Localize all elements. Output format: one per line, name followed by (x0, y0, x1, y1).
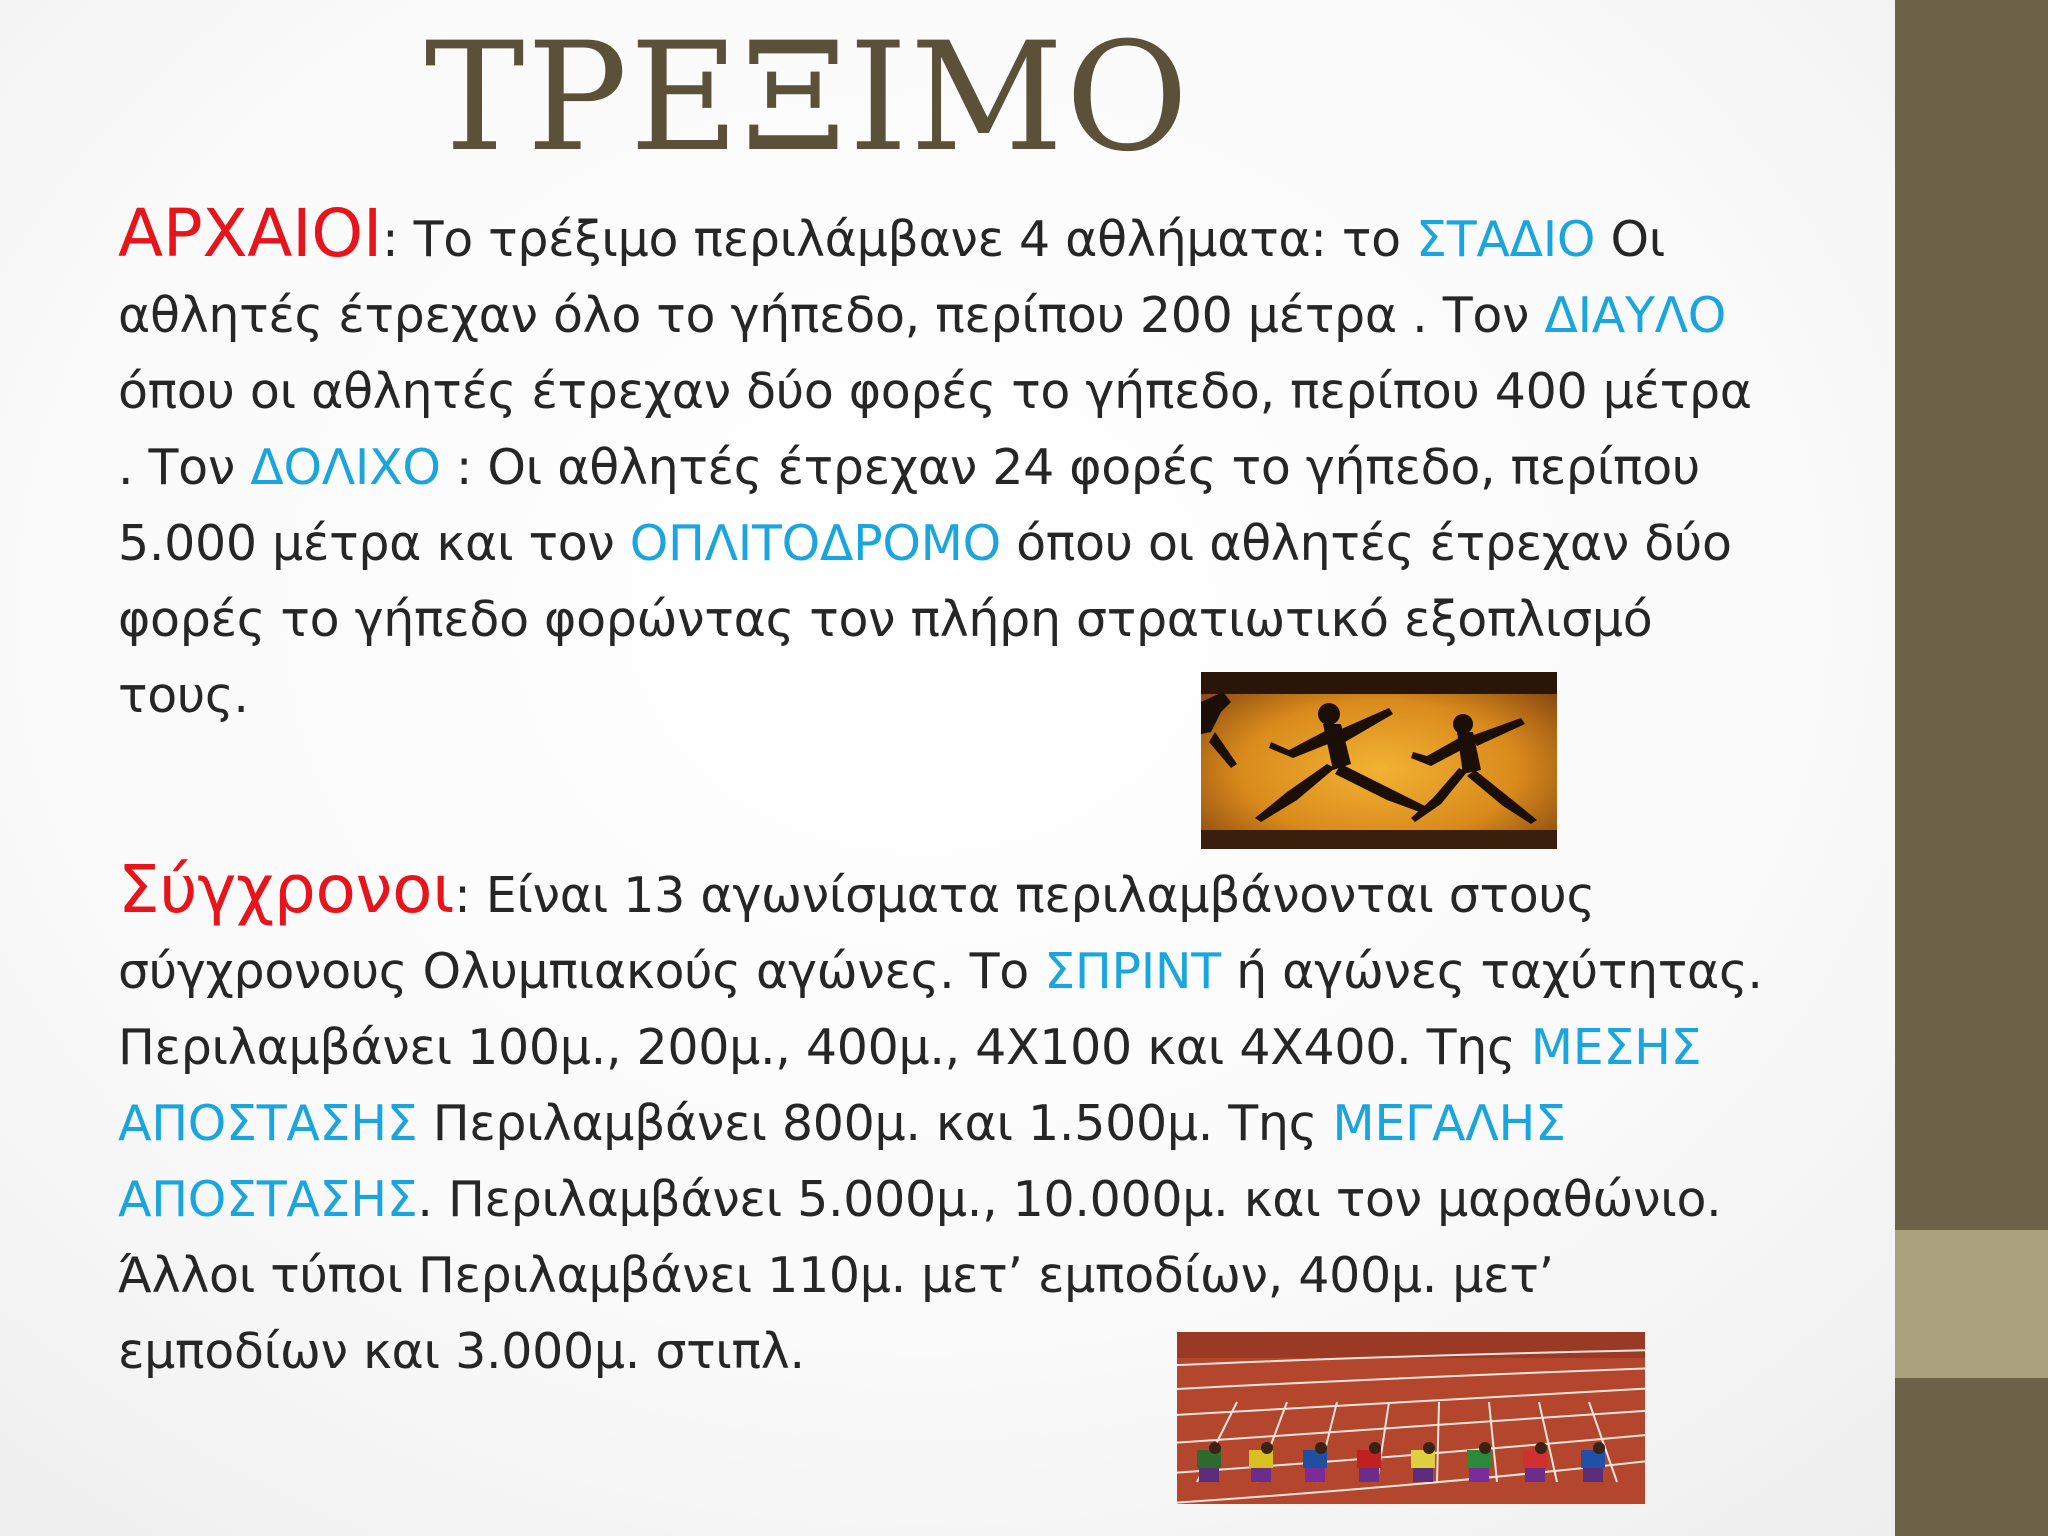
ancient-text-2: Οι αθλητές έτρεχαν όλο το γήπεδο, περίπου 200 μέτρα . Τον (118, 211, 1666, 344)
ancient-paragraph (118, 196, 1768, 734)
ancient-text-1: : Το τρέξιμο περιλάμβανε 4 αθλήματα: το (382, 211, 1417, 268)
ancient-text-5: όπου οι αθλητές έτρεχαν δύο φορές το γήπεδο φορώντας τον πλήρη στρατιωτικό εξοπλισμό τους. (118, 515, 1732, 724)
modern-text-3: Περιλαμβάνει 800μ. και 1.500μ. Της (417, 1095, 1333, 1152)
sprint-term: ΣΠΡΙΝΤ (1044, 943, 1221, 1000)
modern-text-1: : Είναι 13 αγωνίσματα περιλαμβάνονται στους σύγχρονους Ολυμπιακούς αγώνες. Το (118, 867, 1595, 1000)
diaulo-term: ΔΙΑΥΛΟ (1544, 287, 1727, 344)
modern-text-2: ή αγώνες ταχύτητας. Περιλαμβάνει 100μ., 200μ., 400μ., 4Χ100 και 4Χ400. Της (118, 943, 1763, 1076)
running-track-image (1177, 1332, 1645, 1504)
ancient-text-3: όπου οι αθλητές έτρεχαν δύο φορές το γήπεδο, περίπου 400 μέτρα . Τον (118, 363, 1752, 496)
modern-heading: Σύγχρονοι (118, 851, 455, 928)
long-distance-term: ΜΕΓΑΛΗΣ ΑΠΟΣΤΑΣΗΣ (118, 1095, 1566, 1228)
modern-paragraph (118, 852, 1768, 1390)
ancient-text-4: : Οι αθλητές έτρεχαν 24 φορές το γήπεδο, περίπου 5.000 μέτρα και τον (118, 439, 1700, 572)
slide-sidebar-accent (1895, 1230, 2048, 1378)
ancient-runners-image (1201, 672, 1557, 849)
stadio-term: ΣΤΑΔΙΟ (1416, 211, 1596, 268)
oplitodromo-term: ΟΠΛΙΤΟΔΡΟΜΟ (629, 515, 1001, 572)
dolicho-term: ΔΟΛΙΧΟ (250, 439, 441, 496)
modern-text-4: . Περιλαμβάνει 5.000μ., 10.000μ. και τον μαραθώνιο. Άλλοι τύποι Περιλαμβάνει 110μ. μετ’ εμποδίων, 400μ. μετ’ εμποδίων και 3.000μ. στιπλ. (118, 1171, 1722, 1380)
middle-distance-term: ΜΕΣΗΣ ΑΠΟΣΤΑΣΗΣ (118, 1019, 1702, 1152)
slide-title: ΤΡΕΞΙΜΟ (424, 11, 1191, 185)
ancient-heading: ΑΡΧΑΙΟΙ (118, 195, 383, 272)
